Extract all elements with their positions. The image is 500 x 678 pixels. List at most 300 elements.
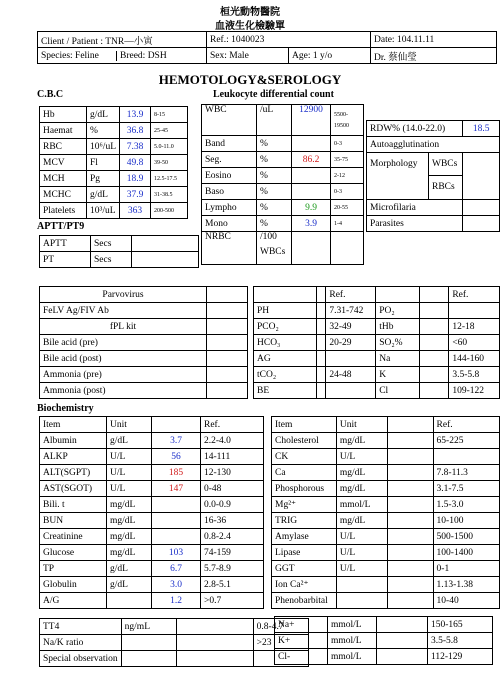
cbc-value: 13.9	[120, 107, 151, 123]
gas-ref-header-r: Ref.	[449, 287, 500, 303]
cbc-value: 363	[120, 203, 151, 219]
bio-value	[152, 529, 201, 545]
electrolyte-item: Cl-	[275, 649, 328, 665]
bio-ref: 2.8-5.1	[201, 577, 264, 593]
leuko-item: Mono	[202, 216, 257, 232]
cbc-item: RBC	[40, 139, 87, 155]
bio-unit: mg/dL	[107, 497, 152, 513]
nrbc-unit	[257, 232, 292, 265]
nrbc-item: NRBC	[202, 232, 257, 265]
bio-item: Globulin	[40, 577, 107, 593]
serology-value	[207, 383, 248, 399]
bio-unit: mg/dL	[107, 513, 152, 529]
leuko-unit: %	[257, 216, 292, 232]
serology-table	[39, 286, 248, 399]
wbc-ref	[331, 105, 364, 136]
aptt-item: APTT	[40, 236, 91, 252]
bio-row	[40, 545, 264, 561]
bio-row-r	[272, 561, 500, 577]
tt4-item: Special observation	[40, 651, 122, 667]
serology-row	[40, 319, 248, 335]
bio-header-value	[152, 417, 201, 433]
leuko-unit: %	[257, 200, 292, 216]
tt4-unit: ng/mL	[121, 619, 176, 635]
leuko-row	[202, 200, 364, 216]
tt4-row	[40, 635, 309, 651]
bio-value: 185	[152, 465, 201, 481]
bio-item: AST(SGOT)	[40, 481, 107, 497]
bio-item: Albumin	[40, 433, 107, 449]
cbc-row	[40, 139, 188, 155]
bio-unit-r: U/L	[336, 529, 387, 545]
gas-item: BE	[254, 383, 317, 399]
bio-value: 3.7	[152, 433, 201, 449]
cbc-row	[40, 171, 188, 187]
serology-value	[207, 303, 248, 319]
bio-value	[152, 497, 201, 513]
serology-item: FeLV Ag/FIV Ab	[40, 303, 207, 319]
cbc-unit: g/dL	[87, 187, 120, 203]
leuko-ref: 1-4	[331, 216, 364, 232]
gas-row	[254, 367, 500, 383]
gas-ref-r: <60	[449, 335, 500, 351]
aptt-value	[132, 252, 199, 268]
tt4-table	[39, 618, 309, 667]
serology-row	[40, 335, 248, 351]
bio-ref-r: 100-1400	[433, 545, 499, 561]
biochem-left-table	[39, 416, 264, 609]
bio-row-r	[272, 449, 500, 465]
gas-item: AG	[254, 351, 317, 367]
bio-unit: g/dL	[107, 577, 152, 593]
bio-row-r	[272, 529, 500, 545]
tt4-item: Na/K ratio	[40, 635, 122, 651]
bio-ref: >0.7	[201, 593, 264, 609]
bio-header-ref: Ref.	[201, 417, 264, 433]
cbc-value: 18.9	[120, 171, 151, 187]
cbc-ref: 5.0-11.0	[151, 139, 188, 155]
bio-item: Glucose	[40, 545, 107, 561]
bio-value-r	[387, 465, 433, 481]
cbc-value: 49.8	[120, 155, 151, 171]
leuko-row	[202, 168, 364, 184]
serology-row	[40, 383, 248, 399]
microfilaria: Microfilaria	[367, 200, 463, 216]
gas-ref-r: 109-122	[449, 383, 500, 399]
bio-value-r	[387, 529, 433, 545]
bio-unit-r: mg/dL	[336, 465, 387, 481]
serology-item: Parvovirus	[40, 287, 207, 303]
bio-row	[40, 433, 264, 449]
aptt-heading: APTT/PT9	[37, 221, 85, 232]
bio-ref-r: 0-1	[433, 561, 499, 577]
bio-ref: 14-111	[201, 449, 264, 465]
species: Species: Feline	[38, 51, 117, 61]
aptt-value	[132, 236, 199, 252]
gas-row	[254, 351, 500, 367]
aptt-unit: Secs	[91, 252, 132, 268]
wbc-ref-high: 19500	[334, 122, 349, 129]
gas-hdr-item	[254, 287, 317, 303]
cbc-unit: Fl	[87, 155, 120, 171]
bio-ref: 5.7-8.9	[201, 561, 264, 577]
gas-ref: 7.31-742	[326, 303, 376, 319]
patient-info-table	[37, 31, 497, 64]
electrolyte-value	[377, 617, 428, 633]
bio-row	[40, 593, 264, 609]
tt4-value	[176, 635, 253, 651]
cbc-item: Platelets	[40, 203, 87, 219]
bio-header-item-r: Item	[272, 417, 337, 433]
gas-ref: 32-49	[326, 319, 376, 335]
bio-item: Bili. t	[40, 497, 107, 513]
serology-value	[207, 319, 248, 335]
cbc-row	[40, 155, 188, 171]
cbc-item: MCH	[40, 171, 87, 187]
bio-value-r	[387, 577, 433, 593]
bio-row	[40, 513, 264, 529]
nrbc-value	[292, 232, 331, 265]
leuko-ref: 2-12	[331, 168, 364, 184]
bio-row	[40, 497, 264, 513]
bio-header-row	[40, 417, 264, 433]
gas-item-r: K	[376, 367, 420, 383]
sex: Sex: Male	[207, 48, 289, 64]
bio-header-row-r	[272, 417, 500, 433]
biochem-heading: Biochemistry	[37, 403, 94, 414]
bio-value: 1.2	[152, 593, 201, 609]
tt4-unit	[121, 651, 176, 667]
bio-item: ALT(SGPT)	[40, 465, 107, 481]
gas-value-r	[420, 319, 449, 335]
gas-value-r	[420, 351, 449, 367]
leuko-ref: 0-3	[331, 184, 364, 200]
gas-value	[317, 303, 326, 319]
gas-item-r: Na	[376, 351, 420, 367]
serology-row	[40, 287, 248, 303]
bio-unit	[107, 593, 152, 609]
bio-item-r: CK	[272, 449, 337, 465]
gas-hdr-value	[317, 287, 326, 303]
cbc-ref: 31-38.5	[151, 187, 188, 203]
gas-item-r: tHb	[376, 319, 420, 335]
gas-value-r	[420, 303, 449, 319]
gas-row	[254, 319, 500, 335]
leuko-value: 9.9	[292, 200, 331, 216]
bio-row-r	[272, 593, 500, 609]
cbc-ref: 12.5-17.5	[151, 171, 188, 187]
bio-value: 56	[152, 449, 201, 465]
bio-ref-r: 3.1-7.5	[433, 481, 499, 497]
cbc-ref: 200-500	[151, 203, 188, 219]
cbc-unit: Pg	[87, 171, 120, 187]
bio-value	[152, 513, 201, 529]
bio-item-r: Phenobarbital	[272, 593, 337, 609]
electrolyte-ref: 3.5-5.8	[428, 633, 493, 649]
bio-ref-r: 65-225	[433, 433, 499, 449]
bio-unit-r: mg/dL	[336, 513, 387, 529]
cbc-row	[40, 187, 188, 203]
wbc-ref-low: 5500-	[334, 111, 348, 118]
cbc-item: Hb	[40, 107, 87, 123]
bio-ref-r: 10-40	[433, 593, 499, 609]
tt4-ref: >23	[253, 635, 308, 651]
electrolyte-ref: 112-129	[428, 649, 493, 665]
tt4-value	[176, 651, 253, 667]
leuko-unit: %	[257, 184, 292, 200]
cbc-row	[40, 107, 188, 123]
bio-row	[40, 561, 264, 577]
bio-row-r	[272, 465, 500, 481]
electrolyte-table	[274, 616, 493, 665]
serology-value	[207, 287, 248, 303]
client-patient: Client / Patient : TNR—小寅	[38, 32, 207, 48]
leuko-heading: Leukocyte differential count	[213, 89, 334, 100]
bio-row-r	[272, 513, 500, 529]
gas-ref-r	[449, 303, 500, 319]
cbc-value: 36.8	[120, 123, 151, 139]
ref-number: Ref.: 1040023	[207, 32, 371, 48]
bio-ref-r: 10-100	[433, 513, 499, 529]
hospital-name: 桓光動物醫院	[220, 7, 280, 18]
electrolyte-value	[377, 649, 428, 665]
nrbc-unit-2: WBCs	[260, 247, 286, 257]
bio-ref: 0.0-0.9	[201, 497, 264, 513]
cbc-row	[40, 123, 188, 139]
cbc-unit: %	[87, 123, 120, 139]
serology-row	[40, 351, 248, 367]
bio-ref: 12-130	[201, 465, 264, 481]
gas-value	[317, 319, 326, 335]
serology-value	[207, 351, 248, 367]
bio-row-r	[272, 433, 500, 449]
electrolyte-unit: mmol/L	[328, 649, 377, 665]
leuko-ref: 20-55	[331, 200, 364, 216]
serology-item: Bile acid (post)	[40, 351, 207, 367]
gas-ref: 24-48	[326, 367, 376, 383]
gas-ref-r: 144-160	[449, 351, 500, 367]
bio-unit: g/dL	[107, 561, 152, 577]
bio-unit: g/dL	[107, 433, 152, 449]
cbc-unit: 10³/uL	[87, 203, 120, 219]
serology-row	[40, 303, 248, 319]
cbc-unit: g/dL	[87, 107, 120, 123]
bio-item: Creatinine	[40, 529, 107, 545]
electrolyte-item: K+	[275, 633, 328, 649]
doctor: Dr. 蔡仙瑩	[371, 48, 497, 64]
bio-ref-r: 1.13-1.38	[433, 577, 499, 593]
bio-item: BUN	[40, 513, 107, 529]
leuko-ref: 0-3	[331, 136, 364, 152]
cbc-ref: 39-50	[151, 155, 188, 171]
serology-value	[207, 335, 248, 351]
leuko-unit: %	[257, 152, 292, 168]
bio-unit: U/L	[107, 481, 152, 497]
tt4-ref: 0.8-4.7	[253, 619, 308, 635]
electrolyte-value	[377, 633, 428, 649]
breed: Breed: DSH	[120, 50, 167, 61]
bio-header-item: Item	[40, 417, 107, 433]
gas-value-r	[420, 335, 449, 351]
page-title: HEMOTOLOGY&SEROLOGY	[158, 72, 342, 87]
aptt-row	[40, 236, 199, 252]
gas-hdr-value-r	[420, 287, 449, 303]
bio-row	[40, 529, 264, 545]
gas-value	[317, 367, 326, 383]
form-subtitle: 血液生化檢驗單	[215, 21, 285, 32]
gas-value	[317, 335, 326, 351]
leuko-row	[202, 216, 364, 232]
tt4-row	[40, 651, 309, 667]
leuko-item: Lympho	[202, 200, 257, 216]
bio-item: A/G	[40, 593, 107, 609]
cbc-table	[39, 106, 188, 219]
misc-table	[366, 120, 500, 232]
bio-item-r: Cholesterol	[272, 433, 337, 449]
bio-unit-r: U/L	[336, 561, 387, 577]
bio-item-r: Mg²⁺	[272, 497, 337, 513]
serology-row	[40, 367, 248, 383]
electrolyte-row	[275, 633, 493, 649]
cbc-item: MCV	[40, 155, 87, 171]
electrolyte-unit: mmol/L	[328, 633, 377, 649]
bio-row-r	[272, 577, 500, 593]
wbcs: WBCs	[429, 153, 462, 176]
bio-row-r	[272, 497, 500, 513]
bio-ref: 0-48	[201, 481, 264, 497]
bio-header-unit-r: Unit	[336, 417, 387, 433]
serology-item: Ammonia (pre)	[40, 367, 207, 383]
aptt-row	[40, 252, 199, 268]
electrolyte-item: Na+	[275, 617, 328, 633]
bio-value-r	[387, 513, 433, 529]
bio-value-r	[387, 481, 433, 497]
bio-item: TP	[40, 561, 107, 577]
bio-ref-r	[433, 449, 499, 465]
serology-value	[207, 367, 248, 383]
morphology: Morphology	[370, 159, 418, 169]
nrbc-row	[202, 232, 364, 265]
bio-ref-r: 500-1500	[433, 529, 499, 545]
gas-ref	[326, 351, 376, 367]
gas-item-r: SO₂%	[376, 335, 420, 351]
gas-hdr-item-r	[376, 287, 420, 303]
bio-ref: 2.2-4.0	[201, 433, 264, 449]
serology-item: Bile acid (pre)	[40, 335, 207, 351]
leuko-table	[201, 104, 364, 265]
bio-value: 103	[152, 545, 201, 561]
bio-value: 3.0	[152, 577, 201, 593]
gas-value	[317, 383, 326, 399]
cbc-item: Haemat	[40, 123, 87, 139]
gas-value-r	[420, 383, 449, 399]
bio-row	[40, 465, 264, 481]
cbc-item: MCHC	[40, 187, 87, 203]
leuko-unit: %	[257, 136, 292, 152]
cbc-value: 37.9	[120, 187, 151, 203]
autoagglutination: Autoagglutination	[367, 137, 500, 153]
leuko-value	[292, 184, 331, 200]
wbc-row	[202, 105, 364, 136]
tt4-unit	[121, 635, 176, 651]
bio-unit-r: mg/dL	[336, 433, 387, 449]
leuko-ref: 35-75	[331, 152, 364, 168]
rdw-label: RDW% (14.0-22.0)	[367, 121, 463, 137]
cbc-ref: 25-45	[151, 123, 188, 139]
leuko-item: Baso	[202, 184, 257, 200]
leuko-value: 3.9	[292, 216, 331, 232]
bio-unit-r: U/L	[336, 545, 387, 561]
bio-item: ALKP	[40, 449, 107, 465]
tt4-row	[40, 619, 309, 635]
gas-row	[254, 303, 500, 319]
gas-item-r: PO₂	[376, 303, 420, 319]
gas-ref: 20-29	[326, 335, 376, 351]
rbcs: RBCs	[432, 182, 455, 192]
gas-item: PCO₂	[254, 319, 317, 335]
bio-ref: 74-159	[201, 545, 264, 561]
bio-unit: U/L	[107, 465, 152, 481]
bio-value-r	[387, 545, 433, 561]
bio-ref: 0.8-2.4	[201, 529, 264, 545]
bio-ref: 16-36	[201, 513, 264, 529]
tt4-item: TT4	[40, 619, 122, 635]
cbc-value: 7.38	[120, 139, 151, 155]
gas-row	[254, 335, 500, 351]
bio-unit-r	[336, 577, 387, 593]
bio-value: 147	[152, 481, 201, 497]
electrolyte-row	[275, 649, 493, 665]
bio-unit-r: mg/dL	[336, 481, 387, 497]
leuko-row	[202, 152, 364, 168]
bio-ref-r: 1.5-3.0	[433, 497, 499, 513]
rdw-value: 18.5	[463, 121, 500, 137]
bio-unit-r	[336, 593, 387, 609]
gas-header-row	[254, 287, 500, 303]
bio-unit-r: mmol/L	[336, 497, 387, 513]
cbc-ref: 8-15	[151, 107, 188, 123]
bio-value: 6.7	[152, 561, 201, 577]
bio-row	[40, 449, 264, 465]
bio-item-r: Amylase	[272, 529, 337, 545]
bio-item-r: TRIG	[272, 513, 337, 529]
aptt-item: PT	[40, 252, 91, 268]
bloodgas-table	[253, 286, 500, 399]
gas-value-r	[420, 367, 449, 383]
bio-ref-r: 7.8-11.3	[433, 465, 499, 481]
leuko-row	[202, 184, 364, 200]
report-date: Date: 104.11.11	[371, 32, 497, 48]
serology-item: fPL kit	[40, 319, 207, 335]
bio-value-r	[387, 433, 433, 449]
leuko-item: Seg.	[202, 152, 257, 168]
wbc-item: WBC	[202, 105, 257, 136]
bio-item-r: Lipase	[272, 545, 337, 561]
bio-row	[40, 577, 264, 593]
bio-item-r: Ca	[272, 465, 337, 481]
cbc-heading: C.B.C	[37, 89, 64, 100]
leuko-row	[202, 136, 364, 152]
electrolyte-row	[275, 617, 493, 633]
serology-item: Ammonia (post)	[40, 383, 207, 399]
bio-row	[40, 481, 264, 497]
aptt-unit: Secs	[91, 236, 132, 252]
leuko-value	[292, 136, 331, 152]
bio-unit: mg/dL	[107, 545, 152, 561]
bio-header-ref-r: Ref.	[433, 417, 499, 433]
gas-ref-r: 3.5-5.8	[449, 367, 500, 383]
leuko-item: Band	[202, 136, 257, 152]
